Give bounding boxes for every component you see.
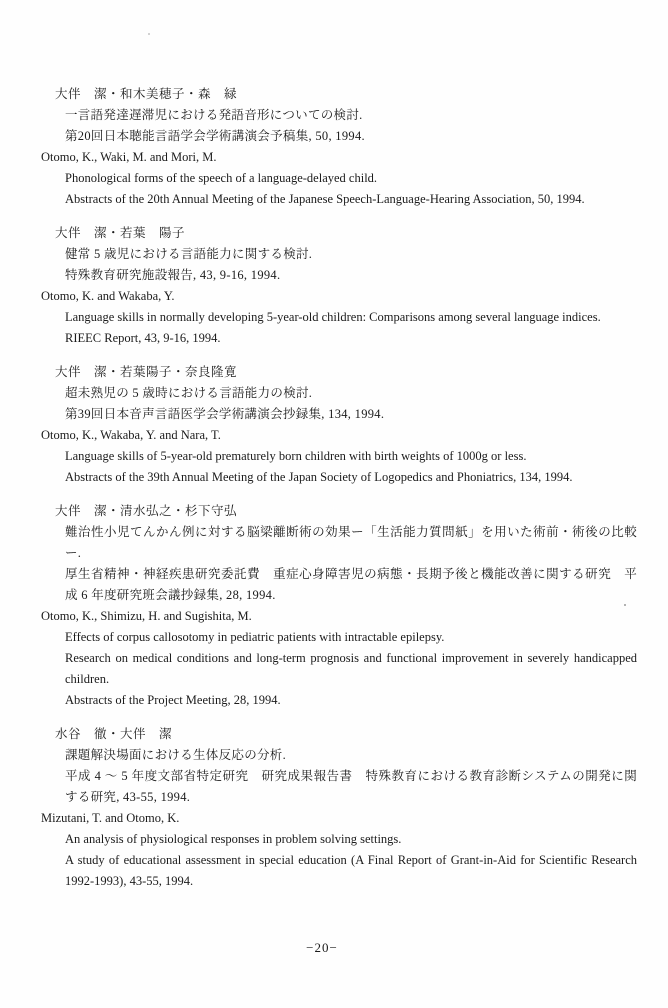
authors-english: Otomo, K., Wakaba, Y. and Nara, T. <box>41 428 221 442</box>
reference-line-japanese: 難治性小児てんかん例に対する脳梁離断術の効果ー「生活能力質問紙」を用いた術前・術後の比較ー. <box>65 525 637 560</box>
reference-line-english: Abstracts of the Project Meeting, 28, 1994. <box>65 693 281 707</box>
reference-line-english: RIEEC Report, 43, 9-16, 1994. <box>65 331 221 345</box>
reference-line-japanese: 一言語発達遅滞児における発語音形についての検討. <box>65 108 363 122</box>
reference-entry <box>41 84 637 210</box>
authors-japanese: 大伴 潔・若葉陽子・奈良隆寛 <box>55 365 238 379</box>
reference-line-japanese: 特殊教育研究施設報告, 43, 9-16, 1994. <box>65 268 281 282</box>
reference-entry <box>41 362 637 488</box>
reference-entry <box>41 724 637 892</box>
reference-line-japanese: 厚生省精神・神経疾患研究委託費 重症心身障害児の病態・長期予後と機能改善に関する研究 平成 6 年度研究班会議抄録集, 28, 1994. <box>65 567 637 602</box>
reference-line-japanese: 健常 5 歳児における言語能力に関する検討. <box>65 247 313 261</box>
reference-list <box>41 84 637 905</box>
reference-line-english: Research on medical conditions and long-term prognosis and functional improvement in severely handicapped children. <box>65 651 637 686</box>
reference-line-english: Effects of corpus callosotomy in pediatric patients with intractable epilepsy. <box>65 630 445 644</box>
reference-line-japanese: 平成 4 ～ 5 年度文部省特定研究 研究成果報告書 特殊教育における教育診断システムの開発に関する研究, 43-55, 1994. <box>65 769 637 804</box>
authors-english: Mizutani, T. and Otomo, K. <box>41 811 180 825</box>
scan-speck <box>148 33 150 35</box>
authors-japanese: 大伴 潔・和木美穂子・森 緑 <box>55 87 238 101</box>
page-number: −20− <box>306 940 338 955</box>
reference-entry <box>41 223 637 349</box>
reference-line-english: Language skills of 5-year-old prematurely born children with birth weights of 1000g or less. <box>65 449 527 463</box>
reference-entry <box>41 501 637 711</box>
reference-line-japanese: 第20回日本聴能言語学会学術講演会予稿集, 50, 1994. <box>65 129 365 143</box>
reference-line-japanese: 超未熟児の 5 歳時における言語能力の検討. <box>65 386 313 400</box>
authors-japanese: 水谷 徹・大伴 潔 <box>55 727 173 741</box>
reference-line-japanese: 課題解決場面における生体反応の分析. <box>65 748 287 762</box>
reference-line-japanese: 第39回日本音声言語医学会学術講演会抄録集, 134, 1994. <box>65 407 385 421</box>
reference-line-english: Phonological forms of the speech of a language-delayed child. <box>65 171 378 185</box>
authors-english: Otomo, K., Waki, M. and Mori, M. <box>41 150 217 164</box>
authors-japanese: 大伴 潔・清水弘之・杉下守弘 <box>55 504 238 518</box>
scan-speck <box>624 604 626 606</box>
authors-english: Otomo, K. and Wakaba, Y. <box>41 289 175 303</box>
reference-line-english: An analysis of physiological responses in problem solving settings. <box>65 832 402 846</box>
authors-japanese: 大伴 潔・若葉 陽子 <box>55 226 186 240</box>
reference-line-english: Abstracts of the 20th Annual Meeting of the Japanese Speech-Language-Hearing Association, 50, 1994. <box>65 192 585 206</box>
reference-line-english: Abstracts of the 39th Annual Meeting of the Japan Society of Logopedics and Phoniatrics, 134, 1994. <box>65 470 573 484</box>
reference-line-english: A study of educational assessment in special education (A Final Report of Grant-in-Aid for Scientific Research 1992-1993), 43-55, 1994. <box>65 853 637 888</box>
authors-english: Otomo, K., Shimizu, H. and Sugishita, M. <box>41 609 252 623</box>
reference-line-english: Language skills in normally developing 5-year-old children: Comparisons among several language indices. <box>65 310 601 324</box>
